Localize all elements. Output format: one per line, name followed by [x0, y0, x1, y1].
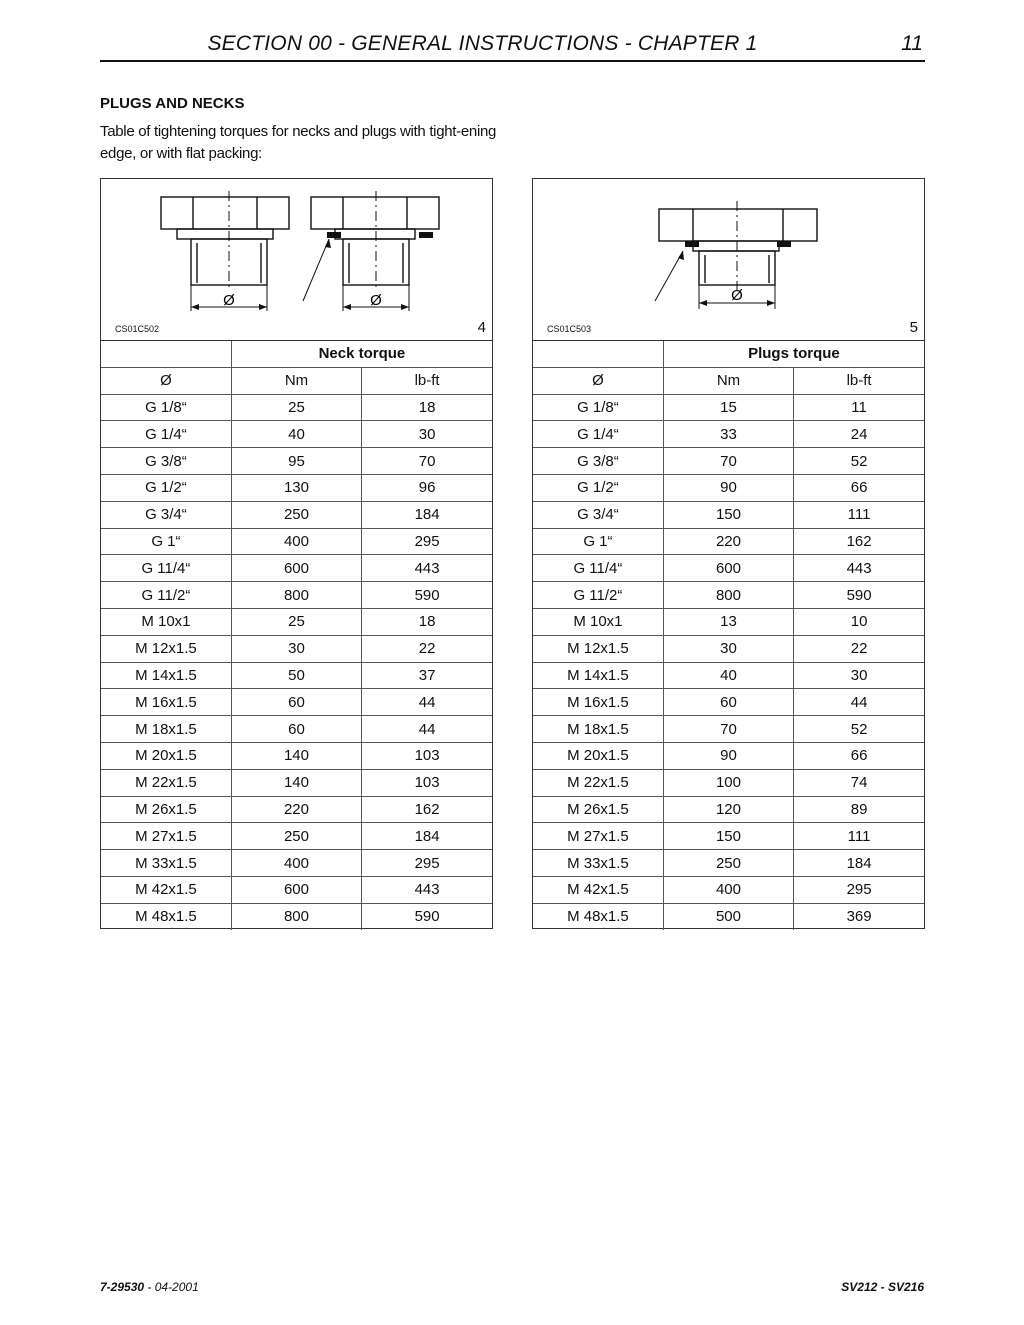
cell-nm: 13	[663, 608, 793, 635]
cell-diameter: M 18x1.5	[101, 716, 231, 743]
cell-diameter: M 10x1	[101, 608, 231, 635]
neck-torque-heading: Neck torque	[231, 341, 492, 367]
cell-lbft: 11	[794, 394, 924, 421]
cell-diameter: G 3/4“	[533, 501, 663, 528]
cell-lbft: 162	[794, 528, 924, 555]
neck-torque-table	[101, 341, 492, 930]
cell-lbft: 66	[794, 742, 924, 769]
cell-diameter: M 42x1.5	[533, 876, 663, 903]
cell-diameter: M 16x1.5	[101, 689, 231, 716]
cell-nm: 30	[663, 635, 793, 662]
cell-lbft: 37	[362, 662, 492, 689]
cell-diameter: M 33x1.5	[101, 850, 231, 877]
cell-nm: 400	[231, 850, 361, 877]
cell-lbft: 74	[794, 769, 924, 796]
footer-date: - 04-2001	[144, 1280, 199, 1294]
table-row	[533, 394, 924, 421]
cell-diameter: G 1“	[533, 528, 663, 555]
plug-drawing	[533, 179, 924, 340]
cell-nm: 95	[231, 448, 361, 475]
cell-lbft: 52	[794, 448, 924, 475]
table-row	[101, 448, 492, 475]
cell-lbft: 184	[362, 823, 492, 850]
cell-diameter: G 11/2“	[533, 582, 663, 609]
cell-lbft: 52	[794, 716, 924, 743]
cell-diameter: M 27x1.5	[101, 823, 231, 850]
table-row	[533, 742, 924, 769]
intro-text: Table of tightening torques for necks and plugs with tight-ening edge, or with flat packing:	[100, 123, 497, 162]
figure-code: CS01C502	[115, 324, 160, 334]
table-row	[533, 582, 924, 609]
cell-nm: 60	[663, 689, 793, 716]
cell-lbft: 22	[362, 635, 492, 662]
column-header-diameter: Ø	[101, 367, 231, 394]
cell-nm: 250	[663, 850, 793, 877]
plugs-torque-panel	[532, 178, 925, 929]
cell-nm: 25	[231, 394, 361, 421]
table-row	[533, 903, 924, 929]
table-row	[101, 850, 492, 877]
cell-lbft: 24	[794, 421, 924, 448]
cell-lbft: 295	[362, 528, 492, 555]
cell-lbft: 443	[794, 555, 924, 582]
column-header-nm: Nm	[231, 367, 361, 394]
table-row	[533, 796, 924, 823]
cell-lbft: 590	[362, 582, 492, 609]
table-row	[101, 394, 492, 421]
cell-diameter: G 3/8“	[533, 448, 663, 475]
cell-nm: 60	[231, 716, 361, 743]
cell-lbft: 10	[794, 608, 924, 635]
cell-nm: 600	[231, 876, 361, 903]
table-row	[101, 555, 492, 582]
table-row	[533, 716, 924, 743]
cell-nm: 130	[231, 474, 361, 501]
cell-lbft: 89	[794, 796, 924, 823]
cell-diameter: M 42x1.5	[101, 876, 231, 903]
cell-diameter: G 1/4“	[101, 421, 231, 448]
section-heading: PLUGS AND NECKS	[100, 95, 245, 112]
table-row	[101, 742, 492, 769]
cell-lbft: 590	[794, 582, 924, 609]
cell-lbft: 111	[794, 823, 924, 850]
neck-diameter-label-1: Ø	[223, 292, 235, 309]
cell-diameter: M 26x1.5	[533, 796, 663, 823]
cell-lbft: 44	[362, 716, 492, 743]
column-header-diameter: Ø	[533, 367, 663, 394]
cell-lbft: 30	[362, 421, 492, 448]
plugs-figure	[533, 179, 924, 341]
cell-nm: 100	[663, 769, 793, 796]
table-row	[533, 876, 924, 903]
table-row	[101, 769, 492, 796]
cell-diameter: M 22x1.5	[101, 769, 231, 796]
table-corner-cell	[533, 341, 663, 367]
cell-lbft: 295	[362, 850, 492, 877]
cell-diameter: M 33x1.5	[533, 850, 663, 877]
footer-doc-number: 7-29530	[100, 1280, 145, 1294]
cell-diameter: G 1/8“	[101, 394, 231, 421]
table-row	[533, 662, 924, 689]
table-row	[533, 769, 924, 796]
cell-diameter: G 3/8“	[101, 448, 231, 475]
table-row	[101, 582, 492, 609]
table-row	[533, 528, 924, 555]
table-row	[101, 421, 492, 448]
cell-nm: 150	[663, 501, 793, 528]
neck-diameter-label-2: Ø	[370, 292, 382, 309]
neck-table-body	[101, 394, 492, 929]
cell-lbft: 184	[362, 501, 492, 528]
cell-nm: 40	[663, 662, 793, 689]
cell-nm: 800	[231, 903, 361, 929]
table-row	[101, 796, 492, 823]
cell-diameter: M 48x1.5	[101, 903, 231, 929]
table-row	[533, 474, 924, 501]
table-row	[533, 823, 924, 850]
cell-nm: 600	[231, 555, 361, 582]
cell-diameter: G 11/4“	[101, 555, 231, 582]
table-row	[101, 528, 492, 555]
cell-lbft: 18	[362, 608, 492, 635]
cell-nm: 70	[663, 448, 793, 475]
cell-lbft: 162	[362, 796, 492, 823]
header-title: SECTION 00 - GENERAL INSTRUCTIONS - CHAPTER 1	[207, 32, 758, 55]
cell-lbft: 369	[794, 903, 924, 929]
table-row	[533, 635, 924, 662]
table-row	[101, 474, 492, 501]
cell-diameter: G 1/2“	[533, 474, 663, 501]
cell-diameter: M 20x1.5	[533, 742, 663, 769]
cell-nm: 60	[231, 689, 361, 716]
cell-nm: 90	[663, 474, 793, 501]
table-row	[101, 608, 492, 635]
cell-diameter: M 14x1.5	[533, 662, 663, 689]
cell-diameter: G 11/4“	[533, 555, 663, 582]
cell-lbft: 96	[362, 474, 492, 501]
table-row	[101, 823, 492, 850]
cell-nm: 140	[231, 769, 361, 796]
table-row	[101, 635, 492, 662]
neck-drawing	[101, 179, 492, 340]
footer-models: SV212 - SV216	[841, 1280, 924, 1294]
cell-nm: 500	[663, 903, 793, 929]
page-header	[100, 32, 925, 62]
table-row	[101, 876, 492, 903]
cell-lbft: 103	[362, 742, 492, 769]
cell-lbft: 111	[794, 501, 924, 528]
cell-lbft: 30	[794, 662, 924, 689]
cell-lbft: 295	[794, 876, 924, 903]
table-row	[533, 555, 924, 582]
cell-diameter: M 14x1.5	[101, 662, 231, 689]
cell-diameter: M 20x1.5	[101, 742, 231, 769]
cell-lbft: 18	[362, 394, 492, 421]
cell-nm: 150	[663, 823, 793, 850]
table-row	[101, 689, 492, 716]
cell-lbft: 184	[794, 850, 924, 877]
cell-nm: 70	[663, 716, 793, 743]
table-row	[533, 608, 924, 635]
cell-nm: 800	[231, 582, 361, 609]
table-row	[533, 448, 924, 475]
footer-doc-info	[100, 1280, 199, 1294]
cell-diameter: M 48x1.5	[533, 903, 663, 929]
cell-nm: 120	[663, 796, 793, 823]
cell-nm: 600	[663, 555, 793, 582]
cell-lbft: 44	[362, 689, 492, 716]
cell-nm: 800	[663, 582, 793, 609]
cell-nm: 30	[231, 635, 361, 662]
cell-lbft: 443	[362, 555, 492, 582]
column-header-lbft: lb-ft	[362, 367, 492, 394]
table-corner-cell	[101, 341, 231, 367]
plugs-table-body	[533, 394, 924, 929]
cell-diameter: G 1/8“	[533, 394, 663, 421]
table-row	[533, 501, 924, 528]
cell-nm: 220	[663, 528, 793, 555]
cell-nm: 220	[231, 796, 361, 823]
cell-lbft: 443	[362, 876, 492, 903]
cell-nm: 250	[231, 823, 361, 850]
cell-lbft: 22	[794, 635, 924, 662]
table-row	[533, 850, 924, 877]
column-header-nm: Nm	[663, 367, 793, 394]
cell-diameter: M 10x1	[533, 608, 663, 635]
neck-torque-panel	[100, 178, 493, 929]
table-row	[533, 689, 924, 716]
cell-diameter: G 1“	[101, 528, 231, 555]
cell-nm: 25	[231, 608, 361, 635]
cell-diameter: M 12x1.5	[101, 635, 231, 662]
cell-nm: 90	[663, 742, 793, 769]
figure-number: 4	[477, 319, 486, 336]
figure-code: CS01C503	[547, 324, 592, 334]
table-row	[101, 501, 492, 528]
column-header-lbft: lb-ft	[794, 367, 924, 394]
cell-diameter: G 11/2“	[101, 582, 231, 609]
page-number: 11	[901, 32, 923, 55]
cell-diameter: M 12x1.5	[533, 635, 663, 662]
plug-diameter-label: Ø	[731, 287, 743, 304]
cell-lbft: 590	[362, 903, 492, 929]
cell-diameter: M 16x1.5	[533, 689, 663, 716]
cell-nm: 33	[663, 421, 793, 448]
cell-diameter: M 22x1.5	[533, 769, 663, 796]
cell-nm: 40	[231, 421, 361, 448]
table-row	[101, 716, 492, 743]
table-row	[533, 421, 924, 448]
figure-number: 5	[909, 319, 918, 336]
cell-lbft: 70	[362, 448, 492, 475]
cell-diameter: M 27x1.5	[533, 823, 663, 850]
cell-diameter: G 1/4“	[533, 421, 663, 448]
table-row	[101, 662, 492, 689]
cell-nm: 50	[231, 662, 361, 689]
cell-diameter: G 3/4“	[101, 501, 231, 528]
cell-lbft: 103	[362, 769, 492, 796]
cell-diameter: M 18x1.5	[533, 716, 663, 743]
cell-nm: 15	[663, 394, 793, 421]
cell-nm: 140	[231, 742, 361, 769]
cell-nm: 250	[231, 501, 361, 528]
neck-figure	[101, 179, 492, 341]
cell-diameter: G 1/2“	[101, 474, 231, 501]
cell-diameter: M 26x1.5	[101, 796, 231, 823]
cell-nm: 400	[663, 876, 793, 903]
cell-nm: 400	[231, 528, 361, 555]
plugs-torque-table	[533, 341, 924, 930]
table-row	[101, 903, 492, 929]
plugs-torque-heading: Plugs torque	[663, 341, 924, 367]
cell-lbft: 66	[794, 474, 924, 501]
cell-lbft: 44	[794, 689, 924, 716]
